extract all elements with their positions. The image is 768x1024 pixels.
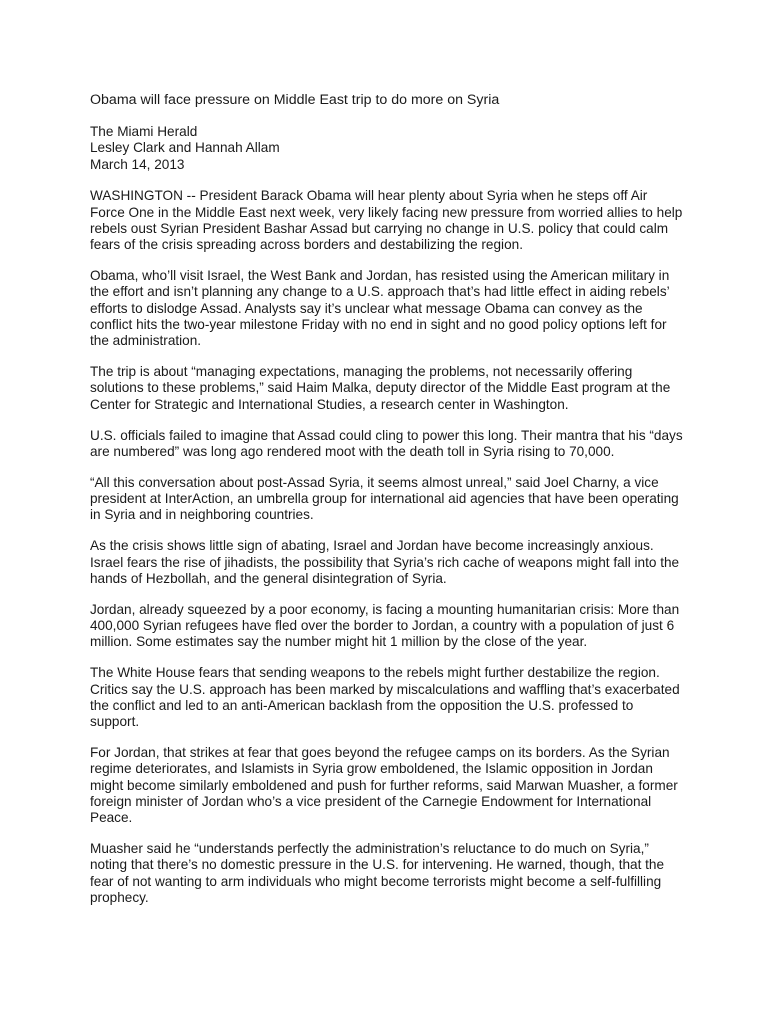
article-paragraph: Muasher said he “understands perfectly the administration’s reluctance to do much on Syria,” noting that there’s no domestic pressure in the U.S. for intervening. He warned, though, that the fear of not wanting to arm individuals who might become terrorists might become a self-fulfilling prophecy.	[90, 841, 665, 905]
article-paragraph: WASHINGTON -- President Barack Obama will hear plenty about Syria when he steps off Air Force One in the Middle East next week, very likely facing new pressure from worried allies to help rebels oust Syrian President Bashar Assad but carrying no change in U.S. policy that could calm fears of the crisis spreading across borders and destabilizing the region.	[90, 188, 683, 253]
article-headline: Obama will face pressure on Middle East trip to do more on Syria	[90, 92, 500, 108]
article-paragraph: The trip is about “managing expectations, managing the problems, not necessarily offering solutions to these problems,” said Haim Malka, deputy director of the Middle East program at the Center for Strategic and International Studies, a research center in Washington.	[90, 364, 671, 412]
article-paragraph: The White House fears that sending weapons to the rebels might further destabilize the region. Critics say the U.S. approach has been marked by miscalculations and waffling that’s exacerbated the conflict and led to an anti-American backlash from the opposition the U.S. professed to support.	[90, 665, 680, 730]
article-paragraph: As the crisis shows little sign of abating, Israel and Jordan have become increasingly anxious. Israel fears the rise of jihadists, the possibility that Syria’s rich cache of weapons might fall into the hands of Hezbollah, and the general disintegration of Syria.	[90, 538, 680, 586]
document-page	[90, 91, 685, 921]
article-source: The Miami Herald	[90, 124, 198, 139]
article-paragraph: Jordan, already squeezed by a poor economy, is facing a mounting humanitarian crisis: More than 400,000 Syrian refugees have fled over the border to Jordan, a country with a population of just 6 million. Some estimates say the number might hit 1 million by the close of the year.	[90, 601, 680, 650]
article-meta	[90, 124, 685, 173]
article-paragraph: U.S. officials failed to imagine that Assad could cling to power this long. Their mantra that his “days are numbered” was long ago rendered moot with the death toll in Syria rising to 70,000.	[90, 427, 683, 459]
article-authors: Lesley Clark and Hannah Allam	[90, 140, 280, 156]
article-paragraph: Obama, who’ll visit Israel, the West Bank and Jordan, has resisted using the American military in the effort and isn’t planning any change to a U.S. approach that’s had little effect in aiding rebels’ efforts to dislodge Assad. Analysts say it’s unclear what message Obama can convey as the conflict hits the two-year milestone Friday with no end in sight and no good policy options left for the administration.	[90, 268, 670, 349]
article-date: March 14, 2013	[90, 156, 185, 172]
article-paragraph: For Jordan, that strikes at fear that goes beyond the refugee camps on its borders. As the Syrian regime deteriorates, and Islamists in Syria grow emboldened, the Islamic opposition in Jordan might become similarly emboldened and push for further reforms, said Marwan Muasher, a former foreign minister of Jordan who’s a vice president of the Carnegie Endowment for International Peace.	[90, 744, 678, 826]
article-paragraph: “All this conversation about post-Assad Syria, it seems almost unreal,” said Joel Charny, a vice president at InterAction, an umbrella group for international aid agencies that have been operating in Syria and in neighboring countries.	[90, 474, 679, 523]
article-body	[90, 188, 685, 906]
